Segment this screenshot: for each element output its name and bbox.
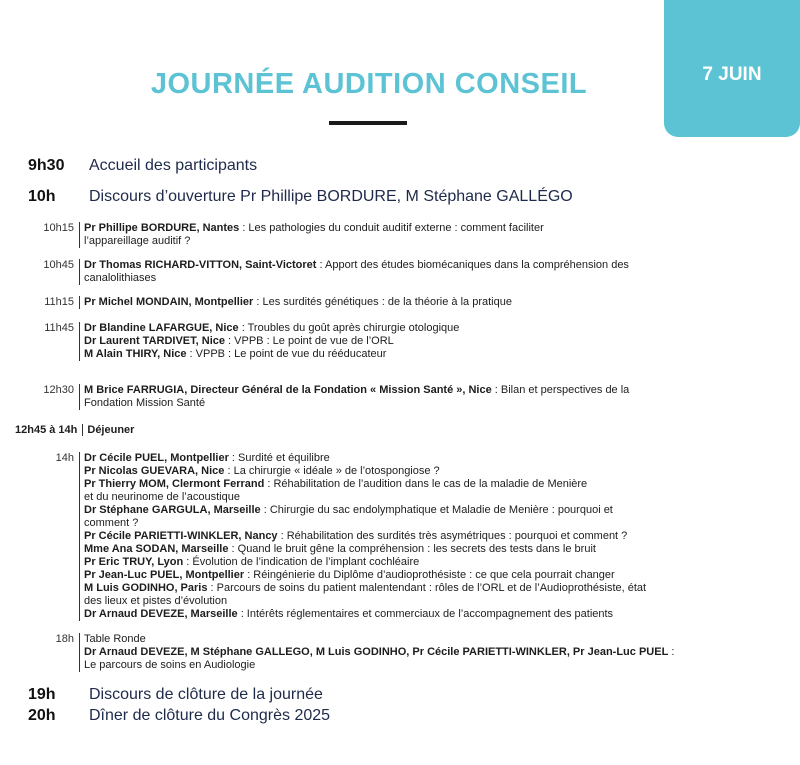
- main-row-label: Dîner de clôture du Congrès 2025: [89, 707, 331, 724]
- session-time: 10h15: [43, 222, 74, 234]
- session-line: [84, 348, 724, 361]
- session-line: [84, 491, 724, 504]
- talk-title: : VPPB : Le point de vue de l’ORL: [225, 335, 394, 347]
- session-entry: [0, 633, 724, 672]
- speaker-name: Pr Cécile PARIETTI-WINKLER, Nancy: [84, 530, 278, 542]
- main-row-time: 20h: [28, 707, 56, 724]
- session-content: [79, 633, 724, 672]
- talk-title: : Les pathologies du conduit auditif externe : comment faciliter: [239, 222, 544, 234]
- session-line: [84, 322, 724, 335]
- talk-title: : Parcours de soins du patient malentendant : rôles de l’ORL et de l’Audioprothésiste, état: [207, 582, 647, 594]
- session-content: [79, 322, 724, 361]
- session-line: [84, 633, 724, 646]
- speaker-name: Dr Cécile PUEL, Montpellier: [84, 452, 229, 464]
- main-row-time: 19h: [28, 686, 56, 703]
- talk-title: canalolithiases: [84, 272, 157, 284]
- session-line: [84, 259, 724, 272]
- talk-title: : Surdité et équilibre: [228, 452, 330, 464]
- speaker-name: Dr Stéphane GARGULA, Marseille: [84, 504, 261, 516]
- speaker-name: Pr Phillipe BORDURE, Nantes: [84, 222, 240, 234]
- talk-title: comment ?: [84, 517, 139, 529]
- talk-title: : Apport des études biomécaniques dans la compréhension des: [316, 259, 629, 271]
- speaker-name: M Alain THIRY, Nice: [84, 348, 187, 360]
- main-row-label: Accueil des participants: [89, 157, 258, 174]
- agenda-main-row: [28, 188, 573, 206]
- session-content: [79, 259, 724, 285]
- speaker-name: Dr Arnaud DEVEZE, M Stéphane GALLEGO, M Luis GODINHO, Pr Cécile PARIETTI-WINKLER, Pr Jean-Luc PUEL: [84, 646, 669, 658]
- talk-title: : Réingénierie du Diplôme d’audioprothésiste : ce que cela pourrait changer: [244, 569, 615, 581]
- agenda-main-row: [28, 686, 323, 704]
- session-line: [84, 608, 724, 621]
- talk-title: des lieux et pistes d’évolution: [84, 595, 228, 607]
- session-entry: [0, 259, 724, 285]
- session-time: 10h45: [43, 259, 74, 271]
- speaker-name: Pr Jean-Luc PUEL, Montpellier: [84, 569, 245, 581]
- session-entry: [0, 296, 724, 309]
- session-line: [84, 543, 724, 556]
- agenda-main-row: [28, 707, 330, 725]
- title-underline: [329, 121, 407, 125]
- session-line: [84, 384, 724, 397]
- talk-title: Le parcours de soins en Audiologie: [84, 659, 256, 671]
- speaker-name: Dr Blandine LAFARGUE, Nice: [84, 322, 239, 334]
- session-line: [84, 504, 724, 517]
- speaker-name: Pr Nicolas GUEVARA, Nice: [84, 465, 225, 477]
- talk-title: Fondation Mission Santé: [84, 397, 206, 409]
- page-title: JOURNÉE AUDITION CONSEIL: [150, 68, 588, 100]
- talk-title: : Chirurgie du sac endolymphatique et Maladie de Menière : pourquoi et: [260, 504, 613, 516]
- talk-title: et du neurinome de l’acoustique: [84, 491, 240, 503]
- session-line: [84, 646, 724, 659]
- session-content: [79, 222, 724, 248]
- talk-title: : Les surdités génétiques : de la théorie à la pratique: [253, 296, 512, 308]
- session-line: [84, 397, 724, 410]
- main-row-label: Discours d’ouverture Pr Phillipe BORDURE, M Stéphane GALLÉGO: [89, 188, 573, 205]
- session-line: [84, 465, 724, 478]
- session-content: [79, 384, 724, 410]
- talk-title: : VPPB : Le point de vue du rééducateur: [186, 348, 387, 360]
- session-line: [84, 582, 724, 595]
- talk-title: : Bilan et perspectives de la: [491, 384, 630, 396]
- lunch-row: [15, 424, 134, 436]
- session-content: [79, 452, 724, 621]
- session-line: [84, 530, 724, 543]
- session-time: 18h: [55, 633, 74, 645]
- talk-title: : La chirurgie « idéale » de l’otospongiose ?: [224, 465, 440, 477]
- talk-title: : Intérêts réglementaires et commerciaux de l’accompagnement des patients: [237, 608, 614, 620]
- session-entry: [0, 384, 724, 410]
- session-time: 11h45: [44, 322, 74, 334]
- session-line: [84, 659, 724, 672]
- session-line: [84, 478, 724, 491]
- session-content: [79, 296, 724, 309]
- lunch-label: Déjeuner: [82, 424, 134, 436]
- date-text: 7 JUIN: [702, 64, 762, 85]
- session-entry: [0, 322, 724, 361]
- session-line: [84, 595, 724, 608]
- speaker-name: Dr Thomas RICHARD-VITTON, Saint-Victoret: [84, 259, 317, 271]
- session-line: [84, 272, 724, 285]
- talk-title: l’appareillage auditif ?: [84, 235, 191, 247]
- speaker-name: Pr Thierry MOM, Clermont Ferrand: [84, 478, 265, 490]
- agenda-main-row: [28, 157, 257, 175]
- session-line: [84, 517, 724, 530]
- session-entry: [0, 222, 724, 248]
- speaker-name: Dr Laurent TARDIVET, Nice: [84, 335, 225, 347]
- session-line: [84, 222, 724, 235]
- talk-title: : Quand le bruit gêne la compréhension : les secrets des tests dans le bruit: [228, 543, 596, 555]
- session-entry: [0, 452, 724, 621]
- session-line: [84, 556, 724, 569]
- main-row-time: 9h30: [28, 157, 65, 174]
- session-line: [84, 296, 724, 309]
- lunch-time: 12h45 à 14h: [15, 424, 78, 436]
- session-line: [84, 452, 724, 465]
- speaker-name: M Luis GODINHO, Paris: [84, 582, 208, 594]
- main-row-label: Discours de clôture de la journée: [89, 686, 323, 703]
- session-time: 14h: [55, 452, 74, 464]
- speaker-name: M Brice FARRUGIA, Directeur Général de la Fondation « Mission Santé », Nice: [84, 384, 492, 396]
- session-time: 11h15: [44, 296, 74, 308]
- session-line: [84, 335, 724, 348]
- talk-title: : Réhabilitation des surdités très asymétriques : pourquoi et comment ?: [277, 530, 628, 542]
- talk-title: Table Ronde: [84, 633, 146, 645]
- session-line: [84, 569, 724, 582]
- speaker-name: Pr Michel MONDAIN, Montpellier: [84, 296, 254, 308]
- speaker-name: Dr Arnaud DEVEZE, Marseille: [84, 608, 238, 620]
- talk-title: : Troubles du goût après chirurgie otologique: [238, 322, 460, 334]
- speaker-name: Mme Ana SODAN, Marseille: [84, 543, 229, 555]
- session-time: 12h30: [43, 384, 74, 396]
- talk-title: : Évolution de l’indication de l’implant cochléaire: [183, 556, 420, 568]
- talk-title: :: [668, 646, 675, 658]
- main-row-time: 10h: [28, 188, 56, 205]
- session-line: [84, 235, 724, 248]
- talk-title: : Réhabilitation de l’audition dans le cas de la maladie de Menière: [264, 478, 588, 490]
- speaker-name: Pr Eric TRUY, Lyon: [84, 556, 184, 568]
